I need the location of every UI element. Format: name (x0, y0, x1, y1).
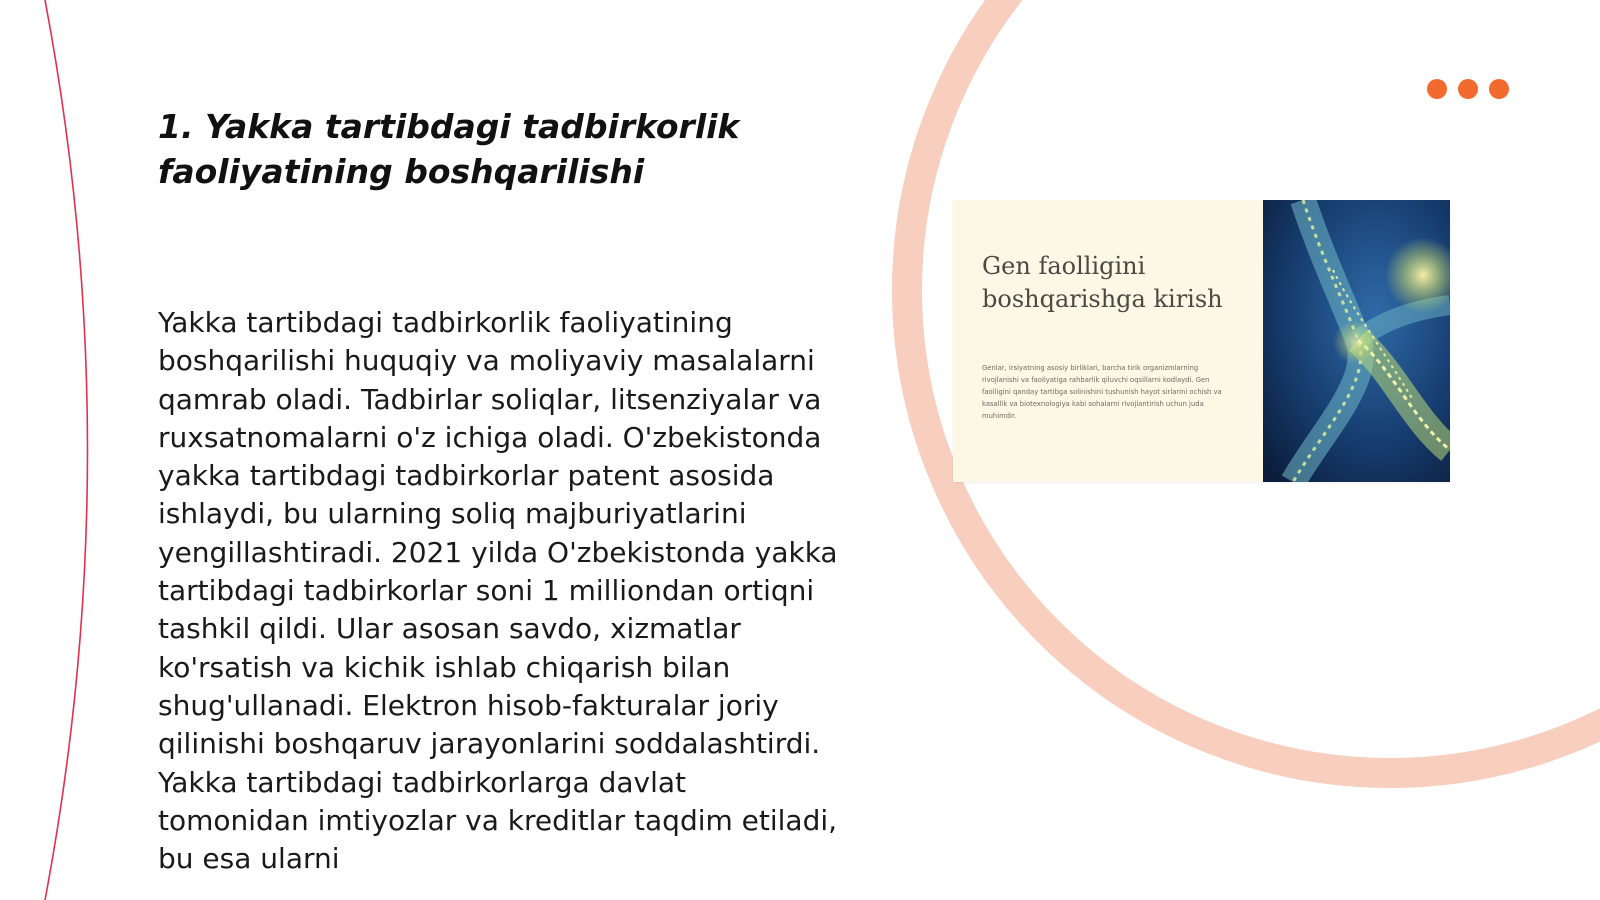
card-title: Gen faolligini boshqarishga kirish (982, 252, 1223, 313)
dot-3 (1489, 79, 1509, 99)
dot-1 (1427, 79, 1447, 99)
more-options-dots-icon (1427, 79, 1509, 99)
left-red-arc-line (45, 0, 88, 900)
dot-2 (1458, 79, 1478, 99)
slide-title: 1. Yakka tartibdagi tadbirkorlik faoliyatining boshqarilishi (158, 107, 740, 191)
card-description: Genlar, irsiyatning asosiy birliklari, barcha tirik organizmlarning rivojlanishi va faoliyatiga rahbarlik qiluvchi oqsillarni kodlaydi. Gen faolligini qanday tartibga solinishini tushunish hayot sirlarini ochish va kasallik va biotexnologiya kabi sohalarni rivojlantirish uchun juda muhimdir. (982, 364, 1222, 420)
preview-card (953, 200, 1450, 482)
dna-helix-image (1263, 200, 1450, 482)
slide-body-text: Yakka tartibdagi tadbirkorlik faoliyatining boshqarilishi huquqiy va moliyaviy masalalarni qamrab oladi. Tadbirlar soliqlar, litsenziyalar va ruxsatnomalarni o'z ichiga oladi. O'zbekistonda yakka tartibdagi tadbirkorlar patent asosida ishlaydi, bu ularning soliq majburiyatlarini yengillashtiradi. 2021 yilda O'zbekistonda yakka tartibdagi tadbirkorlar soni 1 milliondan ortiqni tashkil qildi. Ular asosan savdo, xizmatlar ko'rsatish va kichik ishlab chiqarish bilan shug'ullanadi. Elektron hisob-fakturalar joriy qilinishi boshqaruv jarayonlarini soddalashtirdi. Yakka tartibdagi tadbirkorlarga davlat tomonidan imtiyozlar va kreditlar taqdim etiladi, bu esa ularni (158, 306, 838, 876)
card-text-panel (953, 200, 1263, 482)
